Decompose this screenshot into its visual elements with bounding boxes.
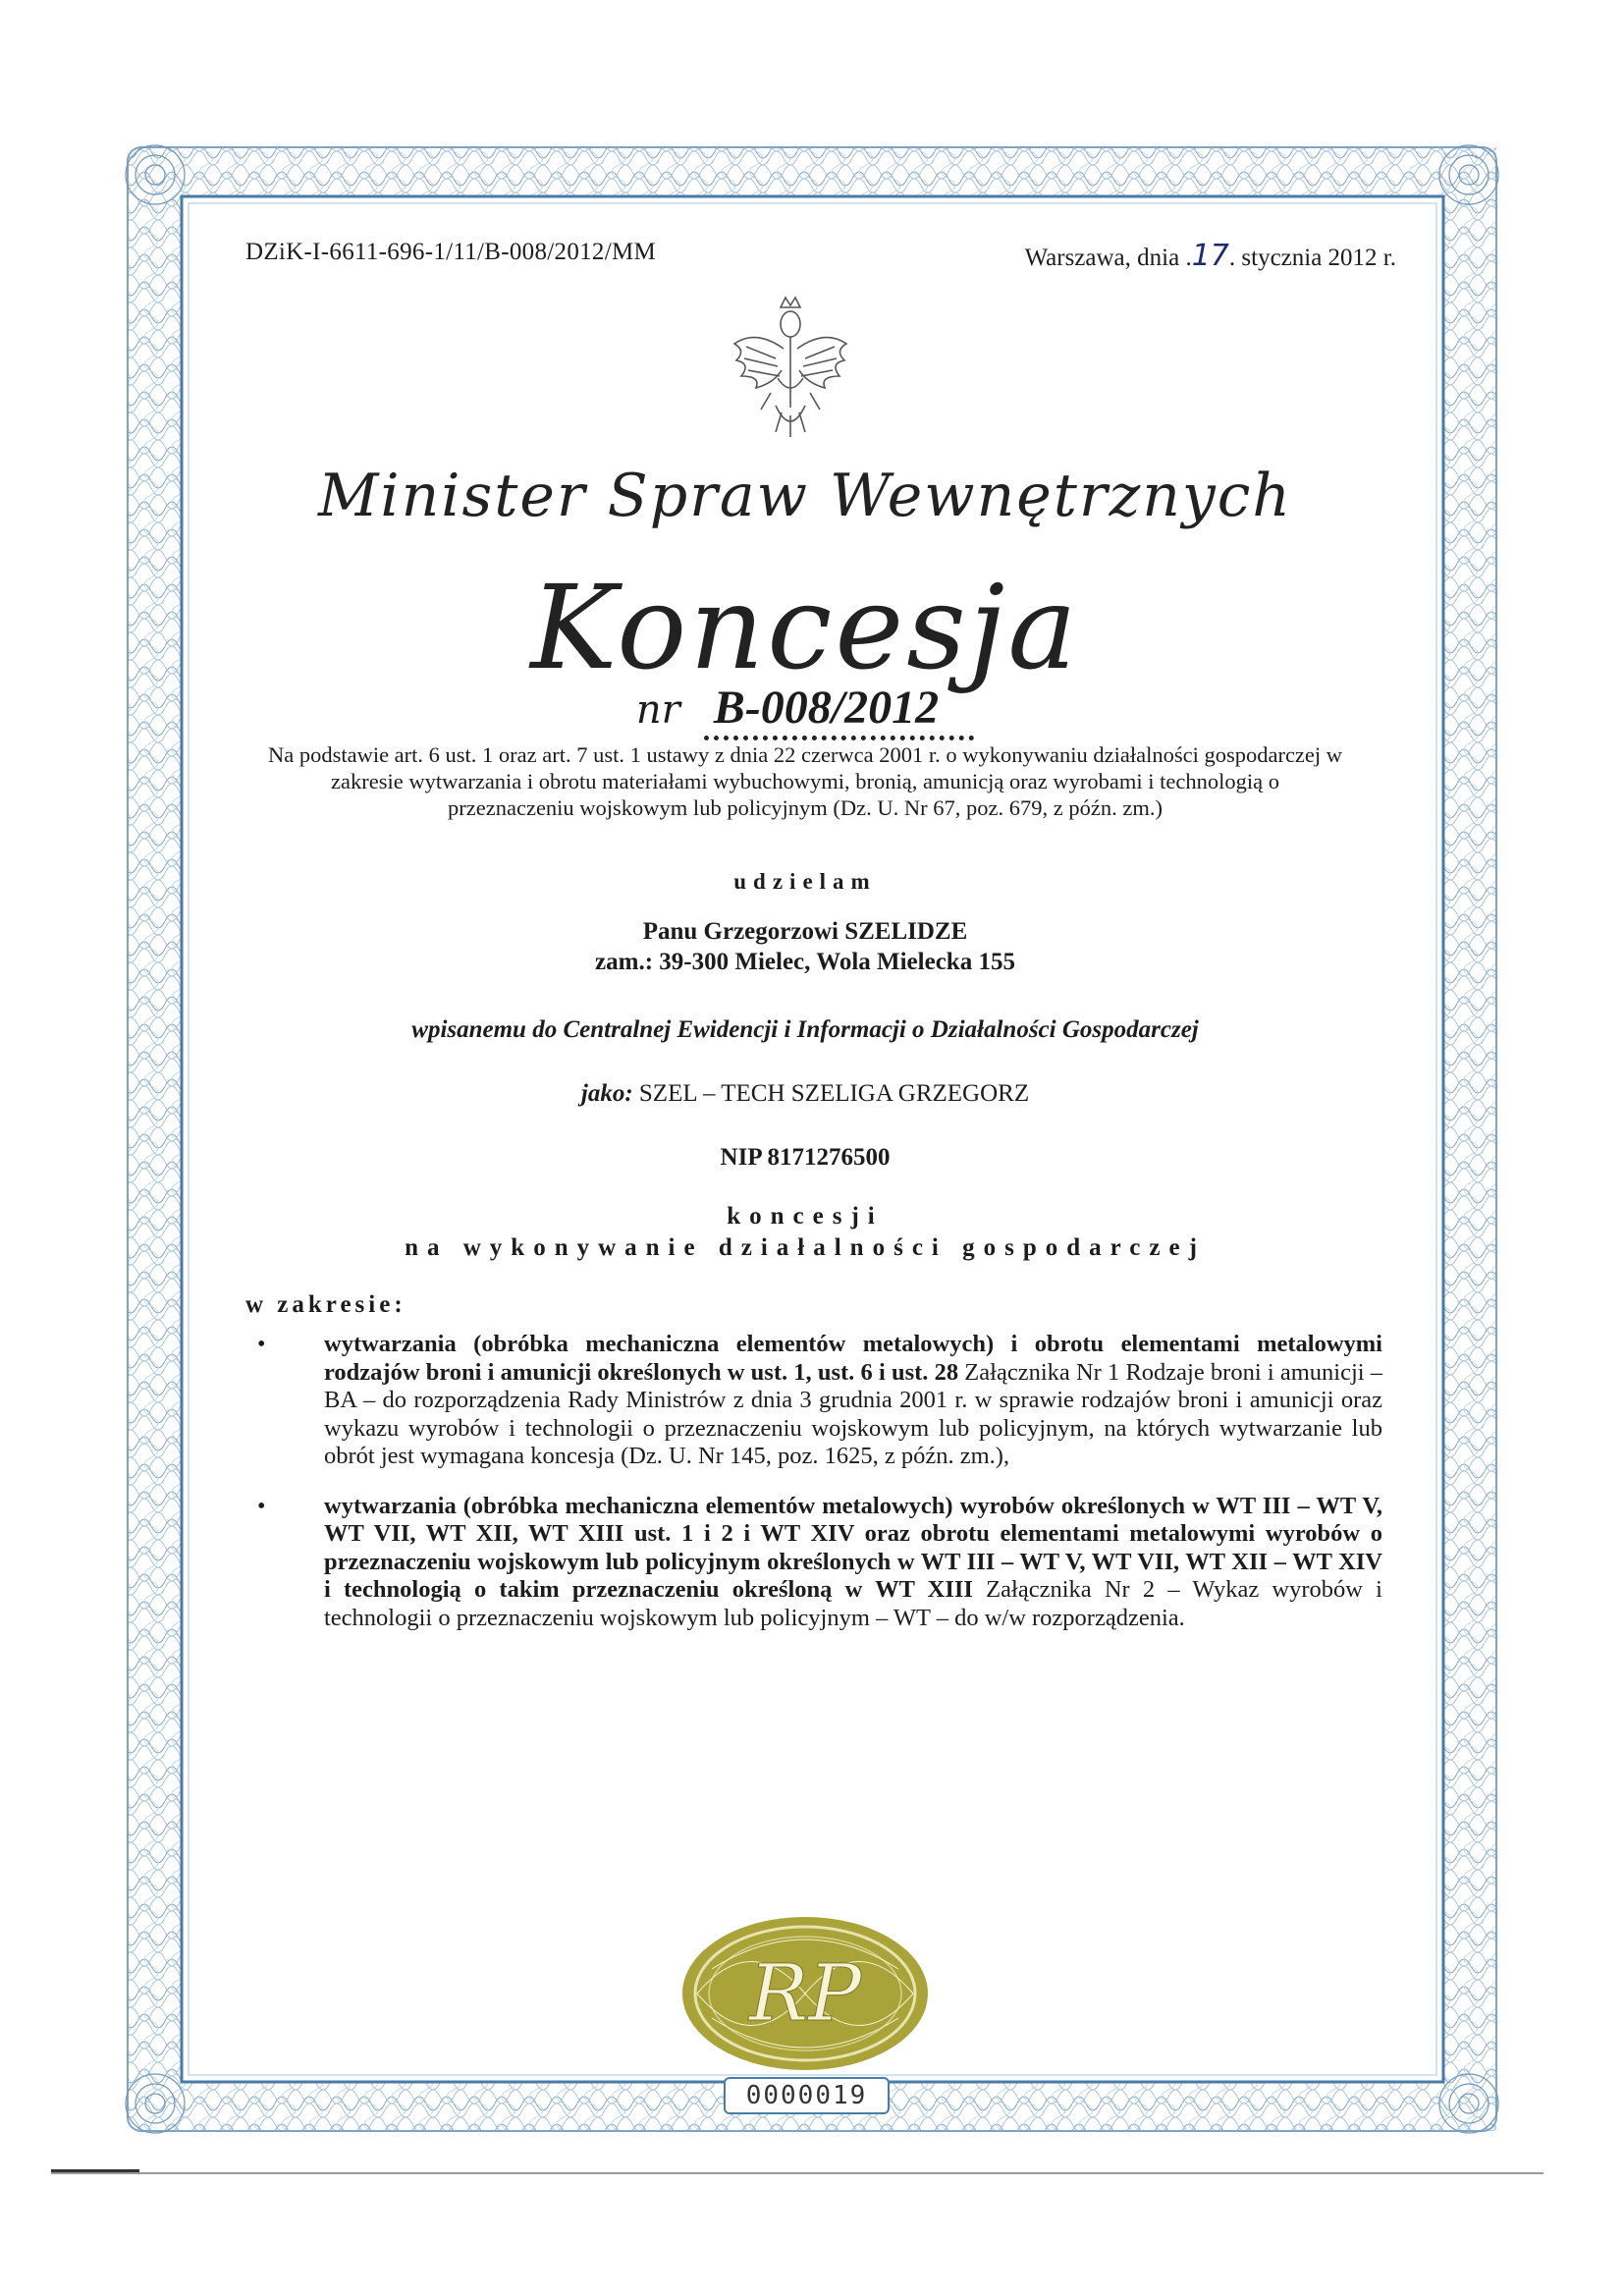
business-name-label: jako: [580, 1080, 633, 1107]
document-body [187, 211, 1424, 2110]
document-number-row [187, 681, 1424, 735]
nip-number: NIP 8171276500 [720, 1144, 891, 1171]
list-item [253, 1331, 1382, 1471]
scope-item-text: Załącznika Nr 1 Rodzaje broni i amunicji – BA – do rozporządzenia Rady Ministrów z dnia 3 grudnia 2001 r. w sprawie rodzajów broni i amunicji oraz wykazu wyrobów i technologii o przeznaczeniu wojskowym lub policyjnym, na których wytwarzanie lub obrót jest wymagana koncesja (Dz. U. Nr 145, poz. 1625, z późn. zm.), [324, 1358, 1383, 1469]
recipient-block [187, 916, 1424, 977]
grant-word: udzielam [733, 869, 877, 894]
recipient-name: Panu Grzegorzowi SZELIDZE [642, 918, 968, 945]
scope-label: w zakresie: [245, 1291, 406, 1318]
scope-item-bold: wytwarzania (obróbka mechaniczna elementów metalowych) i obrotu elementami metalowymi rodzajów broni i amunicji określonych w ust. 1, ust. 6 i ust. 28 [324, 1331, 1382, 1386]
number-prefix: nr [635, 687, 680, 733]
date-suffix: . stycznia 2012 r. [1228, 245, 1396, 271]
document-number: B-008/2012 [704, 682, 974, 740]
business-name: SZEL – TECH SZELIGA GRZEGORZ [638, 1080, 1030, 1107]
scope-item-bold: wytwarzania (obróbka mechaniczna elementów metalowych) wyrobów określonych w WT III – WT V, WT VII, WT XII, WT XIII ust. 1 i 2 i WT XIV oraz obrotu elementami metalowymi wyrobów o przeznaczeniu wojskowym lub policyjnym określonych w WT III – WT V, WT VII, WT XII – WT XIV i technologią o takim przeznaczeniu określoną w WT XIII [324, 1492, 1382, 1603]
scope-list [253, 1331, 1382, 1654]
handwritten-day: 17 [1191, 239, 1229, 273]
recipient-address: zam.: 39-300 Mielec, Wola Mielecka 155 [595, 949, 1015, 975]
serial-number: 0000019 [724, 2077, 890, 2114]
bullet-icon: • [257, 1493, 266, 1519]
scope-item-text: Załącznika Nr 2 – Wykaz wyrobów i technologii o przeznaczeniu wojskowym lub policyjnym – WT – do w/w rozporządzenia. [324, 1576, 1382, 1631]
place-and-date [1025, 239, 1396, 273]
legal-basis-text: Na podstawie art. 6 ust. 1 oraz art. 7 ust. 1 ustawy z dnia 22 czerwca 2001 r. o wykonywaniu działalności gospodarczej w zakresie wytwarzania i obrotu materiałami wybuchowymi, bronią, amunicją oraz wyrobami i technologią o przeznaczeniu wojskowym lub policyjnym (Dz. U. Nr 67, poz. 679, z późn. zm.) [267, 742, 1343, 820]
reference-number: DZiK-I-6611-696-1/11/B-008/2012/MM [245, 239, 657, 265]
business-name-row [187, 1080, 1424, 1108]
seal-monogram: RP [748, 1947, 862, 2039]
bullet-icon: • [257, 1332, 266, 1357]
eagle-emblem-icon [717, 290, 864, 447]
document-title: Koncesja [530, 560, 1080, 695]
registry-line: wpisanemu do Centralnej Ewidencji i Informacji o Działalności Gospodarczej [411, 1016, 1199, 1043]
place-prefix: Warszawa, dnia . [1024, 245, 1192, 271]
rp-seal-icon [677, 1910, 933, 2077]
activity-line: na wykonywanie działalności gospodarczej [405, 1234, 1206, 1261]
minister-heading: Minister Spraw Wewnętrznych [318, 462, 1292, 530]
list-item [253, 1493, 1382, 1633]
scan-line [51, 2172, 1543, 2174]
concession-word: koncesji [727, 1203, 884, 1230]
